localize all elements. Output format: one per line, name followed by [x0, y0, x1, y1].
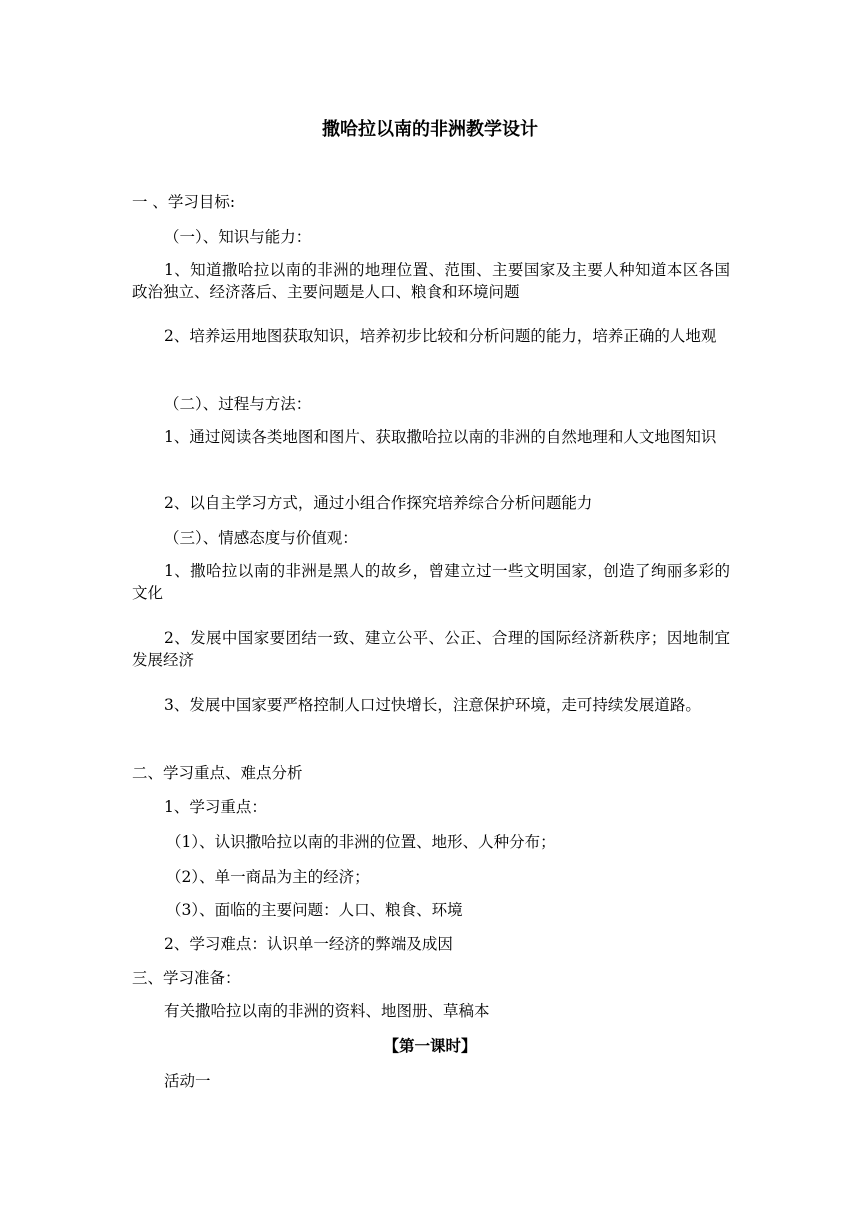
paragraph	[132, 426, 730, 448]
lesson-heading: 【第一课时】	[383, 1037, 477, 1055]
activity-label: 活动一	[164, 1072, 211, 1090]
section-2-heading: 二、学习重点、难点分析	[132, 764, 303, 782]
preparation-content: 有关撒哈拉以南的非洲的资料、地图册、草稿本	[164, 1002, 490, 1020]
paragraph	[132, 560, 730, 604]
paragraph	[132, 627, 730, 671]
key-point-item: （1）、认识撒哈拉以南的非洲的位置、地形、人种分布；	[166, 833, 556, 851]
paragraph-text: 3、发展中国家要严格控制人口过快增长，注意保护环境，走可持续发展道路。	[164, 696, 701, 714]
difficulty-point: 2、学习难点：认识单一经济的弊端及成因	[164, 935, 453, 953]
paragraph	[132, 694, 730, 716]
paragraph	[132, 492, 730, 514]
key-points-heading: 1、学习重点：	[164, 798, 267, 816]
paragraph-text: 2、以自主学习方式，通过小组合作探究培养综合分析问题能力	[164, 494, 593, 512]
paragraph-text: 2、发展中国家要团结一致、建立公平、公正、合理的国际经济新秩序；因地制宜发展经济	[132, 629, 730, 669]
key-point-item: （3）、面临的主要问题：人口、粮食、环境	[166, 901, 463, 919]
paragraph-text: 1、知道撒哈拉以南的非洲的地理位置、范围、主要国家及主要人种知道本区各国政治独立、经济落后、主要问题是人口、粮食和环境问题	[132, 261, 730, 301]
key-point-item: （2）、单一商品为主的经济；	[166, 868, 370, 886]
paragraph-text: 1、撒哈拉以南的非洲是黑人的故乡，曾建立过一些文明国家，创造了绚丽多彩的文化	[132, 562, 730, 602]
section-3-heading: 三、学习准备：	[132, 969, 241, 987]
subsection-1-heading: （一）、知识与能力：	[164, 228, 312, 246]
paragraph-text: 2、培养运用地图获取知识，培养初步比较和分析问题的能力，培养正确的人地观	[164, 327, 717, 345]
subsection-3-heading: （三）、情感态度与价值观：	[164, 529, 358, 547]
document-title: 撒哈拉以南的非洲教学设计	[322, 119, 538, 140]
section-1-heading: 一 、学习目标:	[132, 193, 236, 211]
paragraph	[132, 325, 730, 347]
subsection-2-heading: （二）、过程与方法：	[164, 395, 312, 413]
paragraph-text: 1、通过阅读各类地图和图片、获取撒哈拉以南的非洲的自然地理和人文地图知识	[164, 428, 717, 446]
paragraph	[132, 259, 730, 303]
